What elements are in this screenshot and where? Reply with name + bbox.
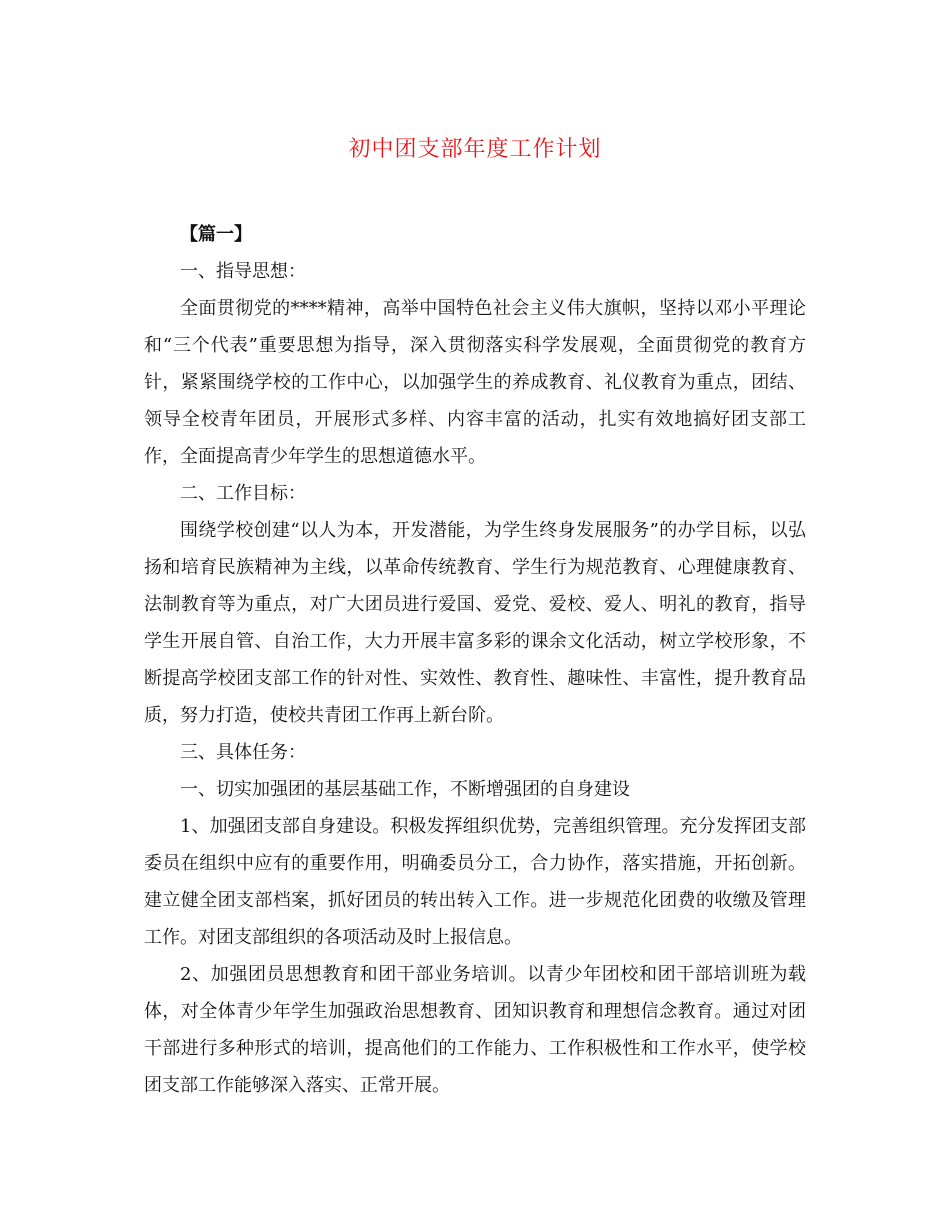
document-body <box>144 216 806 1104</box>
paragraph-item-1: 1、加强团支部自身建设。积极发挥组织优势，完善组织管理。充分发挥团支部委员在组织中应有的重要作用，明确委员分工，合力协作，落实措施，开拓创新。建立健全团支部档案，抓好团员的转出转入工作。进一步规范化团费的收缴及管理工作。对团支部组织的各项活动及时上报信息。 <box>144 816 806 948</box>
paragraph-work-goals: 围绕学校创建“以人为本，开发潜能，为学生终身发展服务”的办学目标，以弘扬和培育民族精神为主线，以革命传统教育、学生行为规范教育、心理健康教育、法制教育等为重点，对广大团员进行爱国、爱党、爱校、爱人、明礼的教育，指导学生开展自管、自治工作，大力开展丰富多彩的课余文化活动，树立学校形象，不断提高学校团支部工作的针对性、实效性、教育性、趣味性、丰富性，提升教育品质，努力打造，使校共青团工作再上新台阶。 <box>144 520 806 726</box>
heading-guiding-ideology: 一、指导思想： <box>180 261 306 282</box>
heading-specific-tasks: 三、具体任务： <box>180 742 306 763</box>
heading-work-goals: 二、工作目标： <box>180 483 306 504</box>
subheading-grassroots-work: 一、切实加强团的基层基础工作，不断增强团的自身建设 <box>180 779 630 800</box>
section-mark: 【篇一】 <box>180 224 252 245</box>
paragraph-item-2: 2、加强团员思想教育和团干部业务培训。以青少年团校和团干部培训班为载体，对全体青少年学生加强政治思想教育、团知识教育和理想信念教育。通过对团干部进行多种形式的培训，提高他们的工作能力、工作积极性和工作水平，使学校团支部工作能够深入落实、正常开展。 <box>144 964 806 1096</box>
paragraph-guiding-ideology: 全面贯彻党的****精神，高举中国特色社会主义伟大旗帜，坚持以邓小平理论和“三个代表”重要思想为指导，深入贯彻落实科学发展观，全面贯彻党的教育方针，紧紧围绕学校的工作中心，以加强学生的养成教育、礼仪教育为重点，团结、领导全校青年团员，开展形式多样、内容丰富的活动，扎实有效地搞好团支部工作，全面提高青少年学生的思想道德水平。 <box>144 298 806 467</box>
document-title: 初中团支部年度工作计划 <box>348 137 602 162</box>
